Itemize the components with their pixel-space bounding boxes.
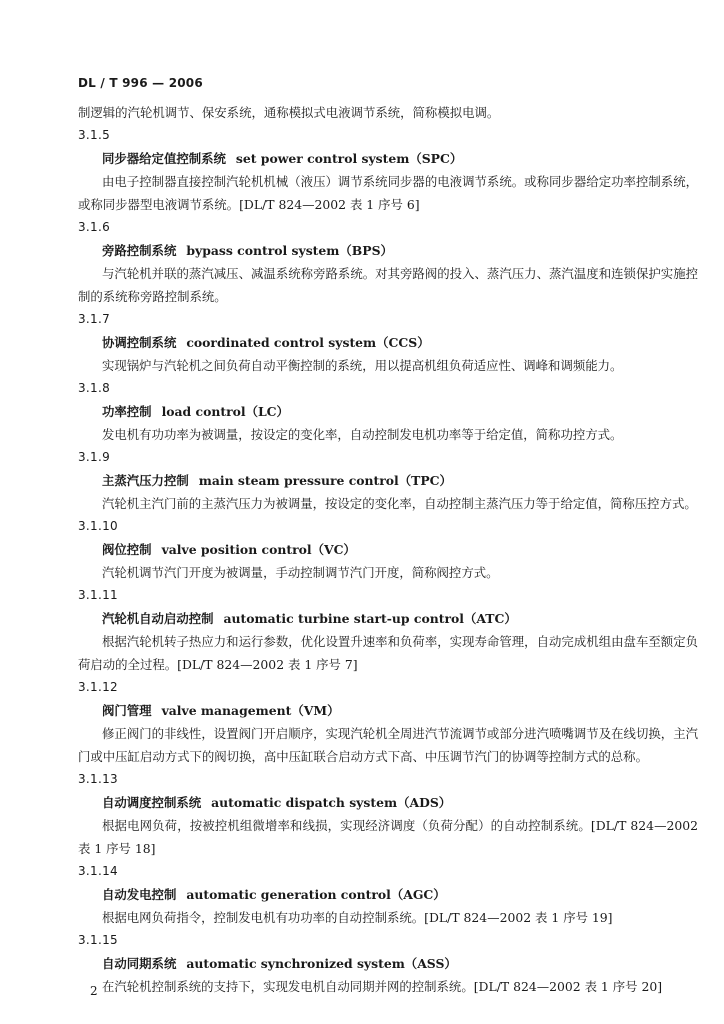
term-heading: [78, 331, 698, 354]
term-english: bypass control system（BPS）: [186, 243, 393, 258]
term-chinese: 自动同期系统: [102, 956, 177, 971]
term-chinese: 协调控制系统: [102, 335, 177, 350]
clause-number: 3.1.11: [78, 588, 118, 602]
section-3-1-10: [78, 515, 698, 584]
section-3-1-9: [78, 446, 698, 515]
term-chinese: 旁路控制系统: [102, 243, 177, 258]
term-english: main steam pressure control（TPC）: [198, 473, 452, 488]
term-english: automatic dispatch system（ADS）: [211, 795, 452, 810]
term-english: automatic generation control（AGC）: [186, 887, 446, 902]
term-chinese: 阀位控制: [102, 542, 152, 557]
section-3-1-8: [78, 377, 698, 446]
term-heading: [78, 239, 698, 262]
clause-number: 3.1.14: [78, 864, 118, 878]
term-english: load control（LC）: [161, 404, 289, 419]
section-3-1-12: [78, 676, 698, 768]
term-definition: 修正阀门的非线性，设置阀门开启顺序，实现汽轮机全周进汽节流调节或部分进汽喷嘴调节及在线切换，主汽门或中压缸启动方式下的阀切换，高中压缸联合启动方式下高、中压调节汽门的协调等控制方式的总称。: [78, 726, 698, 764]
section-3-1-14: [78, 860, 698, 929]
section-3-1-6: [78, 216, 698, 308]
page-number: 2: [90, 984, 98, 998]
term-heading: [78, 400, 698, 423]
term-chinese: 同步器给定值控制系统: [102, 151, 226, 166]
clause-number: 3.1.12: [78, 680, 118, 694]
term-definition: 发电机有功功率为被调量，按设定的变化率，自动控制发电机功率等于给定值，简称功控方式。: [102, 427, 623, 442]
term-chinese: 汽轮机自动启动控制: [102, 611, 214, 626]
clause-number: 3.1.7: [78, 312, 111, 326]
standard-number-header: DL / T 996 — 2006: [78, 76, 203, 90]
term-heading: [78, 607, 698, 630]
clause-number: 3.1.15: [78, 933, 118, 947]
term-english: automatic synchronized system（ASS）: [186, 956, 457, 971]
term-definition: 汽轮机主汽门前的主蒸汽压力为被调量，按设定的变化率，自动控制主蒸汽压力等于给定值，简称压控方式。: [102, 496, 697, 511]
clause-number: 3.1.5: [78, 128, 111, 142]
term-definition: 实现锅炉与汽轮机之间负荷自动平衡控制的系统，用以提高机组负荷适应性、调峰和调频能力。: [102, 358, 623, 373]
section-3-1-15: [78, 929, 698, 998]
term-english: automatic turbine start-up control（ATC）: [223, 611, 517, 626]
term-definition: 在汽轮机控制系统的支持下，实现发电机自动同期并网的控制系统。[DL/T 824—2002 表 1 序号 20]: [102, 979, 663, 994]
section-3-1-11: [78, 584, 698, 676]
term-chinese: 阀门管理: [102, 703, 152, 718]
term-chinese: 功率控制: [102, 404, 152, 419]
term-english: valve management（VM）: [161, 703, 340, 718]
term-heading: [78, 469, 698, 492]
term-chinese: 自动发电控制: [102, 887, 177, 902]
section-3-1-7: [78, 308, 698, 377]
term-heading: [78, 147, 698, 170]
term-definition: 根据电网负荷指令，控制发电机有功功率的自动控制系统。[DL/T 824—2002 表 1 序号 19]: [102, 910, 613, 925]
term-definition: 根据汽轮机转子热应力和运行参数，优化设置升速率和负荷率，实现寿命管理，自动完成机组由盘车至额定负荷启动的全过程。[DL/T 824—2002 表 1 序号 7]: [78, 634, 698, 672]
term-english: valve position control（VC）: [161, 542, 356, 557]
term-definition: 汽轮机调节汽门开度为被调量，手动控制调节汽门开度，简称阀控方式。: [102, 565, 499, 580]
term-heading: [78, 699, 698, 722]
term-definition: 根据电网负荷，按被控机组微增率和线损，实现经济调度（负荷分配）的自动控制系统。[DL/T 824—2002 表 1 序号 18]: [78, 818, 698, 856]
term-heading: [78, 883, 698, 906]
term-chinese: 主蒸汽压力控制: [102, 473, 189, 488]
section-3-1-5: [78, 124, 698, 216]
term-heading: [78, 538, 698, 561]
clause-number: 3.1.8: [78, 381, 111, 395]
clause-number: 3.1.6: [78, 220, 111, 234]
term-definition: 由电子控制器直接控制汽轮机机械（液压）调节系统同步器的电液调节系统。或称同步器给定功率控制系统，或称同步器型电液调节系统。[DL/T 824—2002 表 1 序号 6]: [78, 174, 698, 212]
clause-number: 3.1.9: [78, 450, 111, 464]
section-3-1-13: [78, 768, 698, 860]
term-heading: [78, 791, 698, 814]
clause-number: 3.1.10: [78, 519, 118, 533]
term-definition: 与汽轮机并联的蒸汽减压、减温系统称旁路系统。对其旁路阀的投入、蒸汽压力、蒸汽温度和连锁保护实施控制的系统称旁路控制系统。: [78, 266, 698, 304]
term-english: set power control system（SPC）: [235, 151, 463, 166]
term-heading: [78, 952, 698, 975]
document-body: [78, 101, 698, 998]
intro-paragraph: 制逻辑的汽轮机调节、保安系统，通称模拟式电液调节系统，简称模拟电调。: [78, 105, 500, 120]
term-english: coordinated control system（CCS）: [186, 335, 430, 350]
term-chinese: 自动调度控制系统: [102, 795, 202, 810]
clause-number: 3.1.13: [78, 772, 118, 786]
